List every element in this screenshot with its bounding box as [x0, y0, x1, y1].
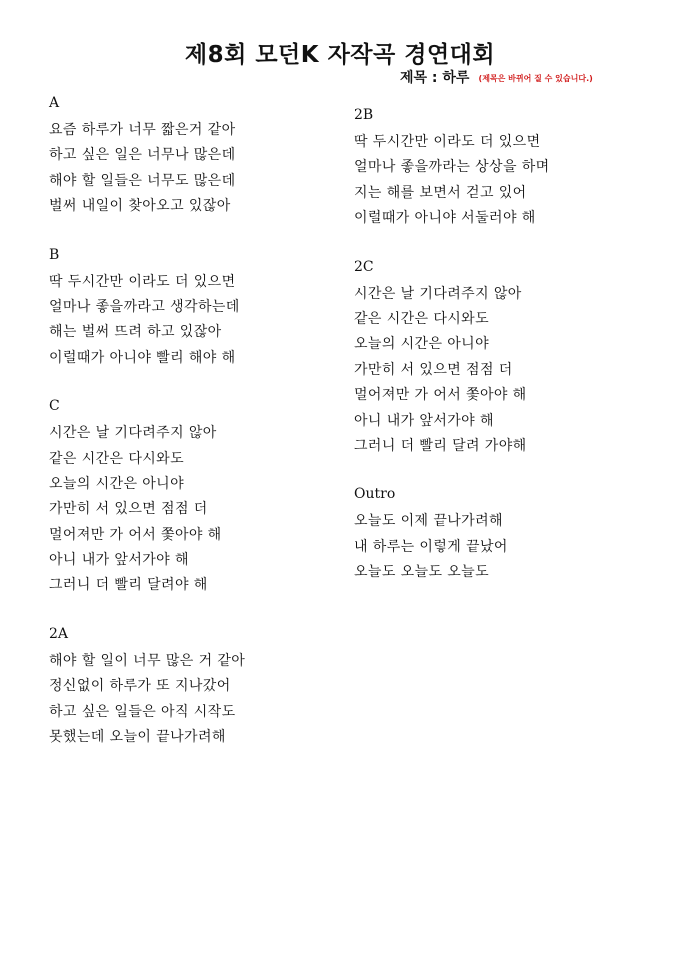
lyrics-section-outro [354, 484, 654, 585]
lyric-line: 얼마나 좋을까라고 생각하는데 [49, 298, 240, 315]
lyric-line: 정신없이 하루가 또 지나갔어 [49, 678, 231, 695]
lyric-line: 가만히 서 있으면 점점 더 [354, 361, 513, 378]
lyric-line: 해야 할 일들은 너무도 많은데 [49, 172, 236, 189]
lyrics-section-b [49, 245, 349, 372]
lyric-line: 같은 시간은 다시와도 [49, 450, 185, 467]
lyric-line: 아니 내가 앞서가야 해 [354, 412, 494, 429]
lyrics-left-column [49, 93, 349, 775]
lyric-line: 가만히 서 있으면 점점 더 [49, 501, 208, 518]
lyric-line: 내 하루는 이렇게 끝났어 [354, 538, 508, 555]
section-label: C [49, 398, 60, 415]
lyrics-section-2a [49, 624, 349, 751]
lyric-line: 요즘 하루가 너무 짧은거 같아 [49, 122, 236, 138]
song-title-line [400, 67, 593, 87]
lyric-line: 오늘도 이제 끝나가려해 [354, 513, 503, 530]
lyric-line: 딱 두시간만 이라도 더 있으면 [354, 134, 541, 150]
lyrics-right-column [354, 105, 654, 610]
lyric-line: 하고 싶은 일은 너무나 많은데 [49, 147, 236, 164]
lyric-line: 이럴때가 아니야 서둘러야 해 [354, 210, 536, 227]
lyric-line: 오늘의 시간은 아니야 [49, 475, 185, 492]
lyrics-section-2c [354, 257, 654, 460]
lyric-line: 그러니 더 빨리 달려야 해 [49, 577, 208, 594]
song-title-note: (제목은 바뀌어 질 수 있습니다.) [478, 74, 593, 83]
lyric-line: 멀어져만 가 어서 쫓아야 해 [354, 387, 527, 404]
section-label: 2B [354, 107, 374, 123]
section-label: 2C [354, 258, 374, 275]
lyrics-section-a [49, 93, 349, 220]
lyric-line: 오늘도 오늘도 오늘도 [354, 564, 490, 581]
lyric-line: 시간은 날 기다려주지 않아 [49, 425, 217, 442]
lyric-line: 하고 싶은 일들은 아직 시작도 [49, 703, 236, 720]
page-title: 제8회 모던K 자작곡 경연대회 [184, 42, 496, 68]
lyric-line: 아니 내가 앞서가야 해 [49, 552, 189, 569]
lyric-line: 오늘의 시간은 아니야 [354, 336, 490, 353]
lyrics-section-2b [354, 105, 654, 232]
lyric-line: 못했는데 오늘이 끝나가려해 [49, 729, 226, 746]
lyric-line: 딱 두시간만 이라도 더 있으면 [49, 273, 236, 290]
lyric-line: 멀어져만 가 어서 쫓아야 해 [49, 526, 222, 543]
song-title-label: 제목 : 하루 [400, 70, 470, 86]
lyric-line: 지는 해를 보면서 걷고 있어 [354, 184, 527, 201]
section-label: Outro [354, 486, 396, 503]
lyrics-section-c [49, 396, 349, 599]
section-label: A [49, 95, 60, 111]
section-label: 2A [49, 625, 69, 642]
section-label: B [49, 246, 60, 263]
lyric-line: 벌써 내일이 찾아오고 있잖아 [49, 198, 231, 215]
lyric-line: 그러니 더 빨리 달려 가야해 [354, 437, 527, 454]
lyric-line: 이럴때가 아니야 빨리 해야 해 [49, 349, 236, 366]
lyric-line: 얼마나 좋을까라는 상상을 하며 [354, 159, 550, 176]
lyric-line: 같은 시간은 다시와도 [354, 310, 490, 327]
lyric-line: 해야 할 일이 너무 많은 거 같아 [49, 652, 246, 669]
lyric-line: 해는 벌써 뜨려 하고 있잖아 [49, 324, 222, 341]
lyric-line: 시간은 날 기다려주지 않아 [354, 285, 522, 302]
